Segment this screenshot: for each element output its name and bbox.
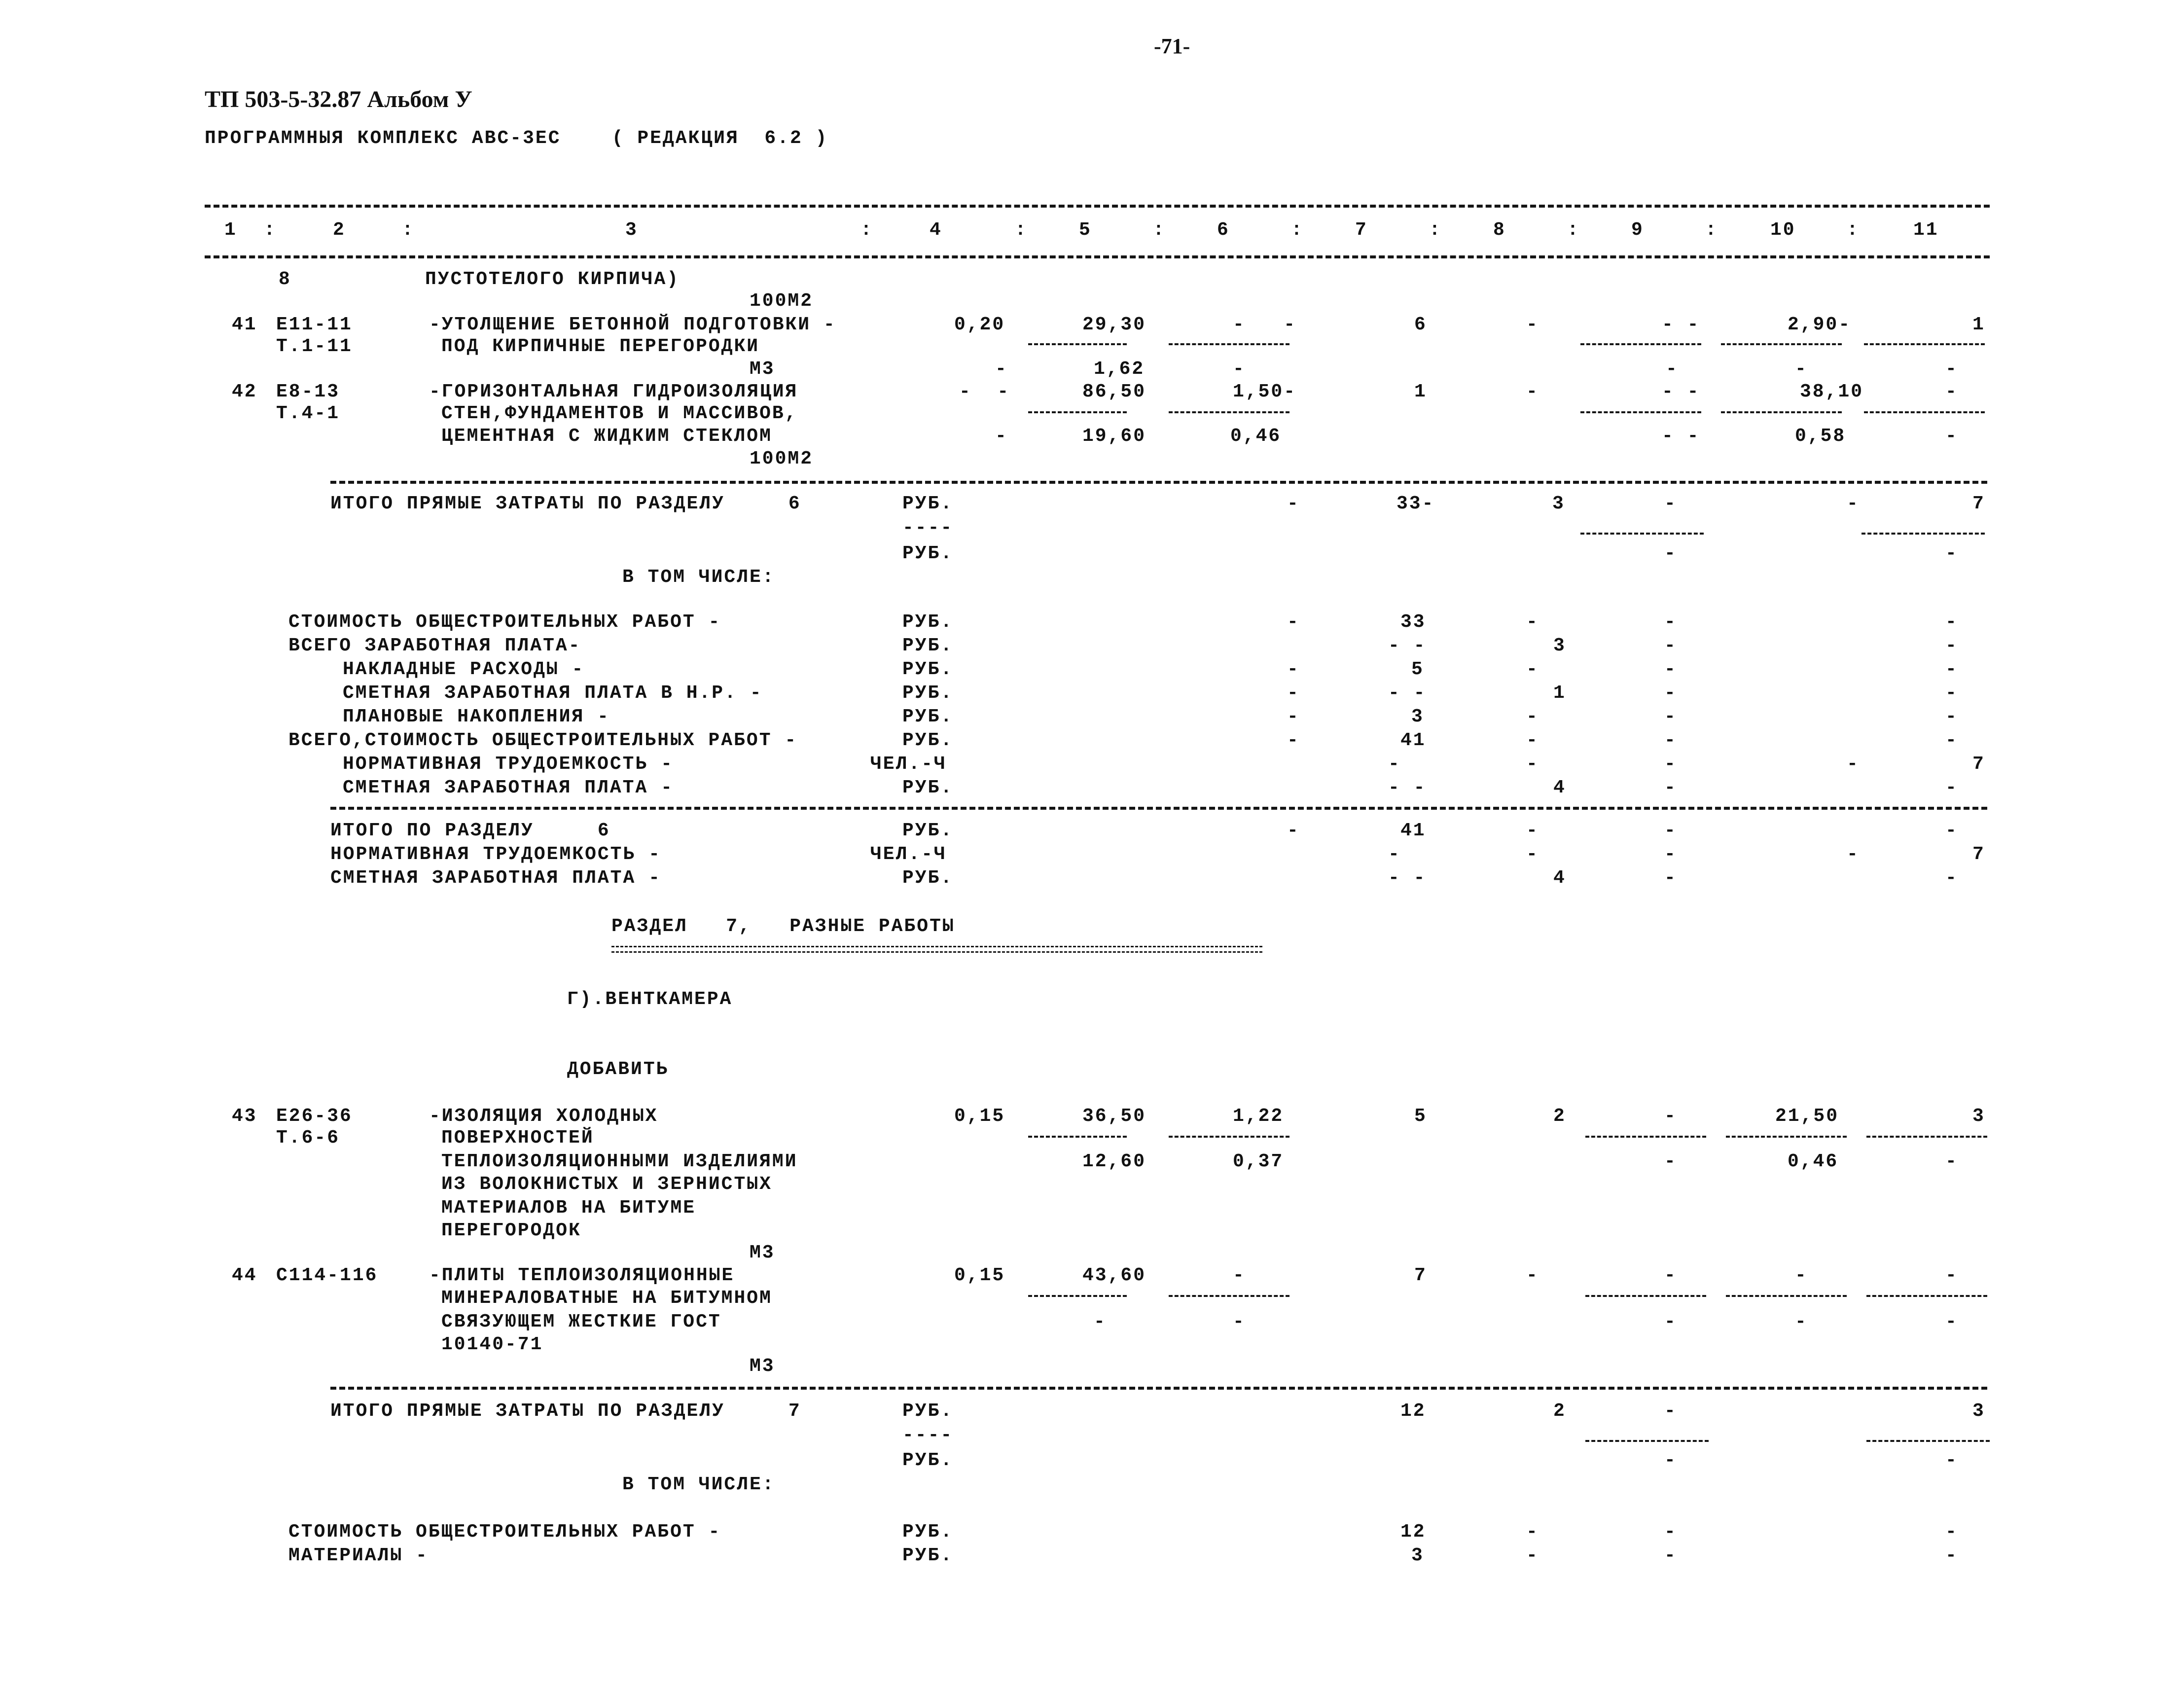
position-number: 8 <box>279 269 291 290</box>
breakdown-label: СТОИМОСТЬ ОБЩЕСТРОИТЕЛЬНЫХ РАБОТ - <box>288 1521 721 1543</box>
cell-col5-sub: - <box>1094 1311 1107 1332</box>
cell-col7: 41 <box>1400 730 1426 751</box>
cell-col11: - <box>1945 1521 1958 1543</box>
cell-col8: 2 <box>1553 1106 1566 1127</box>
cell-divider <box>1864 343 1985 345</box>
cell-col7: 33 <box>1400 611 1426 633</box>
cell-col7: 5 <box>1414 1106 1427 1127</box>
cell-col10: - <box>1847 754 1860 775</box>
col-6-number: 6 <box>1217 219 1230 241</box>
cell-col7: 41 <box>1400 820 1426 841</box>
cell-divider <box>1585 1440 1709 1442</box>
cell-col7: - <box>1388 844 1401 865</box>
col-2-number: 2 <box>333 219 346 241</box>
cell-col10: - <box>1847 493 1860 514</box>
cell-col9: - <box>1664 730 1677 751</box>
cell-col8: - <box>1526 381 1539 402</box>
total-label: НОРМАТИВНАЯ ТРУДОЕМКОСТЬ - <box>330 844 661 865</box>
cell-col11: - <box>1945 867 1958 889</box>
cell-col8: - <box>1526 314 1539 335</box>
cell-col9: - <box>1664 1401 1677 1422</box>
breakdown-label: СТОИМОСТЬ ОБЩЕСТРОИТЕЛЬНЫХ РАБОТ - <box>288 611 721 633</box>
cell-divider <box>1866 1136 1987 1138</box>
norm-code: Е11-11 <box>276 314 353 335</box>
cell-col9-sub: - <box>1664 1311 1677 1332</box>
col-3-number: 3 <box>625 219 638 241</box>
cell-col5: 29,30 <box>1082 314 1146 335</box>
document-code: ТП 503-5-32.87 Альбом У <box>205 86 472 112</box>
norm-code: Е8-13 <box>276 381 340 402</box>
cell-col11: - <box>1945 659 1958 680</box>
cell-col5-sub: 12,60 <box>1082 1151 1146 1172</box>
cell-col5: 86,50 <box>1082 381 1146 402</box>
item-number: 42 <box>232 381 257 402</box>
cell-col7: - <box>1388 754 1401 775</box>
total-label: СМЕТНАЯ ЗАРАБОТНАЯ ПЛАТА - <box>330 867 661 889</box>
cell-col8: - <box>1526 611 1539 633</box>
total-unit: РУБ. <box>902 867 954 889</box>
header-top-rule <box>205 205 1990 208</box>
cell-col6-sub: - <box>1233 1311 1246 1332</box>
section-title: РАЗДЕЛ 7, РАЗНЫЕ РАБОТЫ <box>611 916 955 937</box>
cell-col11: - <box>1945 635 1958 656</box>
cell-col6: 1,22 <box>1233 1106 1284 1127</box>
col-9-number: 9 <box>1631 219 1644 241</box>
cell-divider <box>1726 1295 1847 1297</box>
row-unit-divider: ---- <box>902 517 954 539</box>
work-description: -ПЛИТЫ ТЕПЛОИЗОЛЯЦИОННЫЕ <box>429 1265 735 1286</box>
cell-col6: - <box>1287 730 1300 751</box>
cell-col8: - <box>1526 1545 1539 1566</box>
total-unit: РУБ. <box>902 820 954 841</box>
row-label: ИТОГО ПРЯМЫЕ ЗАТРАТЫ ПО РАЗДЕЛУ 7 <box>330 1401 801 1422</box>
work-description: ТЕПЛОИЗОЛЯЦИОННЫМИ ИЗДЕЛИЯМИ <box>441 1151 798 1172</box>
cell-divider <box>1580 533 1704 535</box>
col-separator: : <box>1847 219 1860 241</box>
breakdown-unit: РУБ. <box>902 706 954 727</box>
col-separator: : <box>1705 219 1718 241</box>
cell-col11-sub: - <box>1945 359 1958 380</box>
col-11-number: 11 <box>1913 219 1939 241</box>
norm-table: Т.1-11 <box>276 336 353 357</box>
norm-code: С114-116 <box>276 1265 378 1286</box>
cell-col11: 3 <box>1972 1401 1985 1422</box>
cell-col9: - <box>1664 611 1677 633</box>
cell-col7: 3 <box>1411 1545 1424 1566</box>
item-number: 44 <box>232 1265 257 1286</box>
breakdown-unit: РУБ. <box>902 635 954 656</box>
breakdown-unit: РУБ. <box>902 611 954 633</box>
cell-col9: - <box>1664 777 1677 798</box>
col-separator: : <box>1015 219 1028 241</box>
cell-divider <box>1028 343 1127 345</box>
total-unit: ЧЕЛ.-Ч <box>870 844 947 865</box>
cell-col6-sub: - <box>1233 359 1246 380</box>
row-label: ИТОГО ПРЯМЫЕ ЗАТРАТЫ ПО РАЗДЕЛУ 6 <box>330 493 801 514</box>
cell-col10-sub: 0,58 <box>1795 426 1846 447</box>
cell-divider <box>1169 343 1289 345</box>
cell-col7: 33- <box>1396 493 1435 514</box>
unit-of-measure: М3 <box>750 1356 775 1377</box>
col-8-number: 8 <box>1493 219 1506 241</box>
cell-col8: 2 <box>1553 1401 1566 1422</box>
cell-col8: - <box>1526 730 1539 751</box>
cell-col5: 43,60 <box>1082 1265 1146 1286</box>
cell-col11-sub: - <box>1945 543 1958 564</box>
section-rule <box>330 1387 1987 1390</box>
cell-col7: 12 <box>1400 1401 1426 1422</box>
breakdown-unit: РУБ. <box>902 659 954 680</box>
col-separator: : <box>402 219 415 241</box>
cell-divider <box>1028 1295 1127 1297</box>
cell-col11: 7 <box>1972 493 1985 514</box>
breakdown-label: НОРМАТИВНАЯ ТРУДОЕМКОСТЬ - <box>343 754 674 775</box>
col-1-number: 1 <box>224 219 237 241</box>
cell-col8: - <box>1526 1265 1539 1286</box>
cell-col7: - - <box>1388 683 1427 704</box>
cell-col9: - <box>1664 754 1677 775</box>
col-separator: : <box>1291 219 1304 241</box>
unit-of-measure: М3 <box>750 1242 775 1263</box>
cell-divider <box>1580 343 1701 345</box>
breakdown-label: НАКЛАДНЫЕ РАСХОДЫ - <box>343 659 585 680</box>
cell-divider <box>1721 343 1842 345</box>
work-description: МАТЕРИАЛОВ НА БИТУМЕ <box>441 1197 696 1219</box>
cell-col9-sub: - <box>1664 1151 1677 1172</box>
cell-divider <box>1028 1136 1127 1138</box>
cell-col4: 0,15 <box>954 1106 1005 1127</box>
cell-divider <box>1028 411 1127 413</box>
cell-col11: 7 <box>1972 754 1985 775</box>
cell-col8: 4 <box>1553 777 1566 798</box>
cell-col10: 38,10 <box>1800 381 1864 402</box>
cell-col4-sub: - <box>995 426 1008 447</box>
cell-col5: 36,50 <box>1082 1106 1146 1127</box>
cell-col6-sub: 0,46 <box>1230 426 1282 447</box>
cell-divider <box>1169 1295 1289 1297</box>
breakdown-label: ВСЕГО,СТОИМОСТЬ ОБЩЕСТРОИТЕЛЬНЫХ РАБОТ - <box>288 730 798 751</box>
breakdown-label: СМЕТНАЯ ЗАРАБОТНАЯ ПЛАТА - <box>343 777 674 798</box>
cell-col9: - <box>1664 493 1677 514</box>
cell-col4-sub: - <box>995 359 1008 380</box>
breakdown-label: СМЕТНАЯ ЗАРАБОТНАЯ ПЛАТА В Н.Р. - <box>343 683 763 704</box>
row-unit: РУБ. <box>902 493 954 514</box>
cell-col11: - <box>1945 381 1958 402</box>
work-description: -ИЗОЛЯЦИЯ ХОЛОДНЫХ <box>429 1106 658 1127</box>
cell-col9: - <box>1664 706 1677 727</box>
cell-col8: 4 <box>1553 867 1566 889</box>
cell-col9: - <box>1664 659 1677 680</box>
unit-of-measure: 100М2 <box>750 448 814 469</box>
cell-col10: - <box>1847 844 1860 865</box>
col-10-number: 10 <box>1770 219 1796 241</box>
breakdown-unit: РУБ. <box>902 683 954 704</box>
row-unit: РУБ. <box>902 543 954 564</box>
including-heading: В ТОМ ЧИСЛЕ: <box>622 1474 775 1495</box>
cell-col9: - <box>1664 1106 1677 1127</box>
cell-col9: - <box>1664 1265 1677 1286</box>
cell-col7: 1 <box>1414 381 1427 402</box>
cell-col11: - <box>1945 611 1958 633</box>
cell-col11: - <box>1945 706 1958 727</box>
cell-col8: - <box>1526 706 1539 727</box>
cell-col9: - <box>1664 1545 1677 1566</box>
cell-col11: 7 <box>1972 844 1985 865</box>
cell-col11: 3 <box>1972 1106 1985 1127</box>
cell-col9: - - <box>1662 314 1700 335</box>
work-description: ПОД КИРПИЧНЫЕ ПЕРЕГОРОДКИ <box>441 336 760 357</box>
cell-divider <box>1866 1295 1987 1297</box>
cell-col11-sub: - <box>1945 1450 1958 1471</box>
cell-col6: 1,50- <box>1233 381 1297 402</box>
cell-col9-sub: - <box>1664 543 1677 564</box>
cell-col7: 6 <box>1414 314 1427 335</box>
cell-col8: 3 <box>1553 635 1566 656</box>
breakdown-unit: РУБ. <box>902 730 954 751</box>
cell-col9: - <box>1664 867 1677 889</box>
cell-col6: - <box>1287 683 1300 704</box>
cell-col9: - - <box>1662 381 1700 402</box>
cell-col9: - <box>1664 1521 1677 1543</box>
cell-divider <box>1169 1136 1289 1138</box>
total-label: ИТОГО ПО РАЗДЕЛУ 6 <box>330 820 610 841</box>
cell-col6: - <box>1287 611 1300 633</box>
cell-col11: - <box>1945 777 1958 798</box>
cell-col11-sub: - <box>1945 1311 1958 1332</box>
breakdown-unit: РУБ. <box>902 777 954 798</box>
unit-of-measure: М3 <box>750 359 775 380</box>
cell-col9: - <box>1664 820 1677 841</box>
item-number: 41 <box>232 314 257 335</box>
cell-col8: - <box>1526 659 1539 680</box>
section-rule <box>330 807 1987 810</box>
breakdown-label: МАТЕРИАЛЫ - <box>288 1545 429 1566</box>
page-number: -71- <box>1154 34 1190 58</box>
breakdown-unit: РУБ. <box>902 1545 954 1566</box>
cell-divider <box>1585 1295 1706 1297</box>
add-heading: ДОБАВИТЬ <box>567 1059 669 1080</box>
cell-col9: - <box>1664 844 1677 865</box>
cell-col8: - <box>1526 754 1539 775</box>
unit-of-measure: 100М2 <box>750 290 814 312</box>
cell-col10: 21,50 <box>1775 1106 1839 1127</box>
section-rule <box>330 481 1987 484</box>
subsection-title: Г).ВЕНТКАМЕРА <box>567 989 733 1010</box>
col-7-number: 7 <box>1355 219 1368 241</box>
cell-col9: - <box>1664 635 1677 656</box>
work-description: ИЗ ВОЛОКНИСТЫХ И ЗЕРНИСТЫХ <box>441 1174 772 1195</box>
item-number: 43 <box>232 1106 257 1127</box>
cell-col8: 3 <box>1552 493 1565 514</box>
cell-col8: - <box>1526 1521 1539 1543</box>
norm-code: Е26-36 <box>276 1106 353 1127</box>
norm-table: Т.6-6 <box>276 1127 340 1149</box>
section-title-underline <box>611 946 1262 953</box>
work-description: ПОВЕРХНОСТЕЙ <box>441 1127 594 1149</box>
including-heading: В ТОМ ЧИСЛЕ: <box>622 567 775 588</box>
cell-col11: - <box>1945 683 1958 704</box>
cell-col10: - <box>1795 1265 1808 1286</box>
cell-col4: - - <box>959 381 1010 402</box>
cell-col8: 1 <box>1553 683 1566 704</box>
cell-col7: 5 <box>1411 659 1424 680</box>
cell-col11-sub: - <box>1945 1151 1958 1172</box>
cell-col6: - <box>1287 659 1300 680</box>
cell-col11: - <box>1945 820 1958 841</box>
cell-divider <box>1866 1440 1990 1442</box>
cell-col6: - - <box>1233 314 1297 335</box>
cell-col6: - <box>1287 706 1300 727</box>
cell-col8: - <box>1526 844 1539 865</box>
cell-col11: - <box>1945 730 1958 751</box>
cell-divider <box>1726 1136 1847 1138</box>
breakdown-unit: РУБ. <box>902 1521 954 1543</box>
work-description: СТЕН,ФУНДАМЕНТОВ И МАССИВОВ, <box>441 403 798 424</box>
cell-divider <box>1721 411 1842 413</box>
col-separator: : <box>1153 219 1166 241</box>
cell-col9-sub: - - <box>1662 426 1700 447</box>
cell-col4: 0,20 <box>954 314 1005 335</box>
cell-col11-sub: - <box>1945 426 1958 447</box>
cell-col10-sub: - <box>1795 359 1808 380</box>
cell-col5-sub: 1,62 <box>1094 359 1145 380</box>
program-line: ПРОГРАММНЫЯ КОМПЛЕКС АВС-3ЕС ( РЕДАКЦИЯ 6.2 ) <box>205 128 828 149</box>
col-separator: : <box>264 219 277 241</box>
breakdown-unit: ЧЕЛ.-Ч <box>870 754 947 775</box>
row-unit: РУБ. <box>902 1450 954 1471</box>
cell-col6: - <box>1287 493 1300 514</box>
cell-col6: - <box>1233 1265 1246 1286</box>
col-separator: : <box>1429 219 1442 241</box>
cell-col11: - <box>1945 1265 1958 1286</box>
work-description: -ГОРИЗОНТАЛЬНАЯ ГИДРОИЗОЛЯЦИЯ <box>429 381 798 402</box>
breakdown-label: ВСЕГО ЗАРАБОТНАЯ ПЛАТА- <box>288 635 581 656</box>
breakdown-label: ПЛАНОВЫЕ НАКОПЛЕНИЯ - <box>343 706 610 727</box>
col-5-number: 5 <box>1079 219 1092 241</box>
work-description: ЦЕМЕНТНАЯ С ЖИДКИМ СТЕКЛОМ <box>441 426 772 447</box>
work-description: СВЯЗУЮЩЕМ ЖЕСТКИЕ ГОСТ <box>441 1311 721 1332</box>
cell-col5-sub: 19,60 <box>1082 426 1146 447</box>
cell-col9-sub: - <box>1664 1450 1677 1471</box>
work-description: 10140-71 <box>441 1334 543 1355</box>
cell-col6-sub: 0,37 <box>1233 1151 1284 1172</box>
cell-col7: - - <box>1388 777 1427 798</box>
cell-col9-sub: - <box>1666 359 1679 380</box>
cell-divider <box>1864 411 1985 413</box>
header-bottom-rule <box>205 255 1990 258</box>
cell-col7: 3 <box>1411 706 1424 727</box>
cell-divider <box>1580 411 1701 413</box>
work-description: ПУСТОТЕЛОГО КИРПИЧА) <box>425 269 680 290</box>
cell-col6: - <box>1287 820 1300 841</box>
row-unit: РУБ. <box>902 1401 954 1422</box>
cell-col7: 7 <box>1414 1265 1427 1286</box>
cell-divider <box>1169 411 1289 413</box>
cell-divider <box>1862 533 1985 535</box>
work-description: МИНЕРАЛОВАТНЫЕ НА БИТУМНОМ <box>441 1288 772 1309</box>
col-separator: : <box>1567 219 1580 241</box>
cell-col10-sub: 0,46 <box>1788 1151 1839 1172</box>
work-description: ПЕРЕГОРОДОК <box>441 1220 581 1241</box>
norm-table: Т.4-1 <box>276 403 340 424</box>
cell-col10-sub: - <box>1795 1311 1808 1332</box>
cell-col7: - - <box>1388 635 1427 656</box>
cell-col11: - <box>1945 1545 1958 1566</box>
cell-col10: 2,90- <box>1788 314 1852 335</box>
cell-col8: - <box>1526 820 1539 841</box>
col-4-number: 4 <box>930 219 942 241</box>
cell-divider <box>1585 1136 1706 1138</box>
row-unit-divider: ---- <box>902 1425 954 1446</box>
cell-col4: 0,15 <box>954 1265 1005 1286</box>
cell-col11: 1 <box>1972 314 1985 335</box>
work-description: -УТОЛЩЕНИЕ БЕТОННОЙ ПОДГОТОВКИ - <box>429 314 836 335</box>
cell-col7: - - <box>1388 867 1427 889</box>
cell-col7: 12 <box>1400 1521 1426 1543</box>
col-separator: : <box>860 219 873 241</box>
cell-col9: - <box>1664 683 1677 704</box>
